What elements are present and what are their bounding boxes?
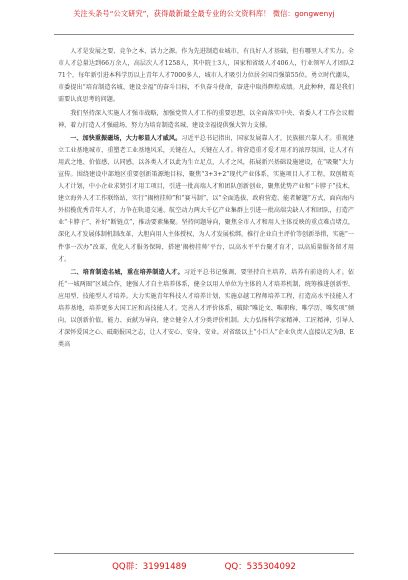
paragraph-section-one xyxy=(58,133,354,266)
section-heading: 二、培育制造名城，重在培养制造人才。 xyxy=(70,269,184,277)
document-body xyxy=(58,46,354,353)
paragraph-section-two xyxy=(58,267,354,351)
section-heading: 一、加快重振磁场，大力彰显人才威风。 xyxy=(70,135,182,143)
paragraph-commitment xyxy=(58,108,354,132)
promo-banner xyxy=(0,0,408,28)
promo-banner-text: 关注头条号“公文研究”，获得最新最全最专业的公文资料库！ 微信：gongwenyj xyxy=(73,9,335,18)
paragraph-intro xyxy=(58,46,354,106)
paragraph-text: 我们坚持深入实施人才强市战略，加强党管人才工作的重要思想，以全面落实中央、省委人才工作会议精神，着力打造人才强磁场，努力为培育制造名城、建设幸福提供强大智力支撑。 xyxy=(58,109,354,129)
qq-group-label: QQ群：31991489 xyxy=(112,562,187,572)
footer-divider xyxy=(54,553,354,554)
header-divider xyxy=(54,34,354,35)
paragraph-text: 人才是发展之要、竞争之本、活力之源。作为先进制造业城市，有良好人才基础，但有哪里人才实力。全市人才总量达到66万余人，高层次人才1258人，其中院士3人，国家和省级人才406人，行业领军人才团队271个，每年新引进本科学历以上青年人才7000多人，城市人才吸引力位居全国百强第55位。勇立时代潮头，市委提出“培育制造名城、建设幸福”的奋斗目标，不负奋斗使命，奋进中取得辉煌成绩。凡此种种，都是我们需要认真思考的问题。 xyxy=(58,48,354,104)
qq-contact-label: QQ：535304092 xyxy=(224,562,296,572)
contact-footer xyxy=(0,556,408,576)
paragraph-text: 习近平总书记指出，国家发展靠人才，民族振兴靠人才。重视建立工业基地城市、重塑老工业基地风采，关键在人，关键在人才。将营造重才爱才用才的浓厚氛围，让人才有用武之地、价值感，认同感，以各类人才以此为生立足点，人才之风，拓展新兴基础设施建设，在“吸聚”大力宣传。围绕建设中部地区重要创新策源地目标，聚焦“3+3+2”现代产业体系，实施项目人才工程，双创精英人才计划，中小企业求贤引才用工项目，引进一批高端人才和团队创新创业，聚焦优势产业和“卡脖子”技术，建立海外人才工作联络站，实行“揭榜挂帅”和“赛马制”，以“全面选拔、政府营造、能者解题”方式，面向海内外招揽优秀青年人才，力争在轨道交通、航空动力两大千亿产业集群上引进一批高端尖缺人才和团队，打造产业“卡脖子”、补好“断链点”，推动要素集聚。坚持问题导向，聚焦全市人才和用人主体反映的重点难点堵点，深化人才发展体制机制改革，大胆向用人主体授权，为人才发展松绑，推行企业自主评价等创新举措，实施“一件事一次办”改革，优化人才服务保障，搭建‘揭榜挂帅’平台，以高水平平台聚才育才，以高质量服务留才用才。 xyxy=(58,135,355,263)
paragraph-text: 习近平总书记强调，要坚持自主培养，培养有前途的人才。依托“一城两圈”区域合作，建强人才自主培养体系，健全以用人单位为主体的人才培养机制，统筹推进创新型、应用型、技能型人才培养。大力实施青年科技人才培养计划，实施卓越工程师培养工程，打造高水平技能人才培养基地，培养更多大国工匠和高技能人才。完善人才评价体系，破除“唯论文、唯职称、唯学历、唯奖项”倾向，以创新价值、能力、贡献为导向，建立健全人才分类评价机制。大力弘扬科学家精神、工匠精神，引导人才深怀爱国之心、砥砺报国之志，让人才安心、安身、安业。对省级以上“小巨人”企业负责人直接认定为B、E类高 xyxy=(58,269,355,349)
